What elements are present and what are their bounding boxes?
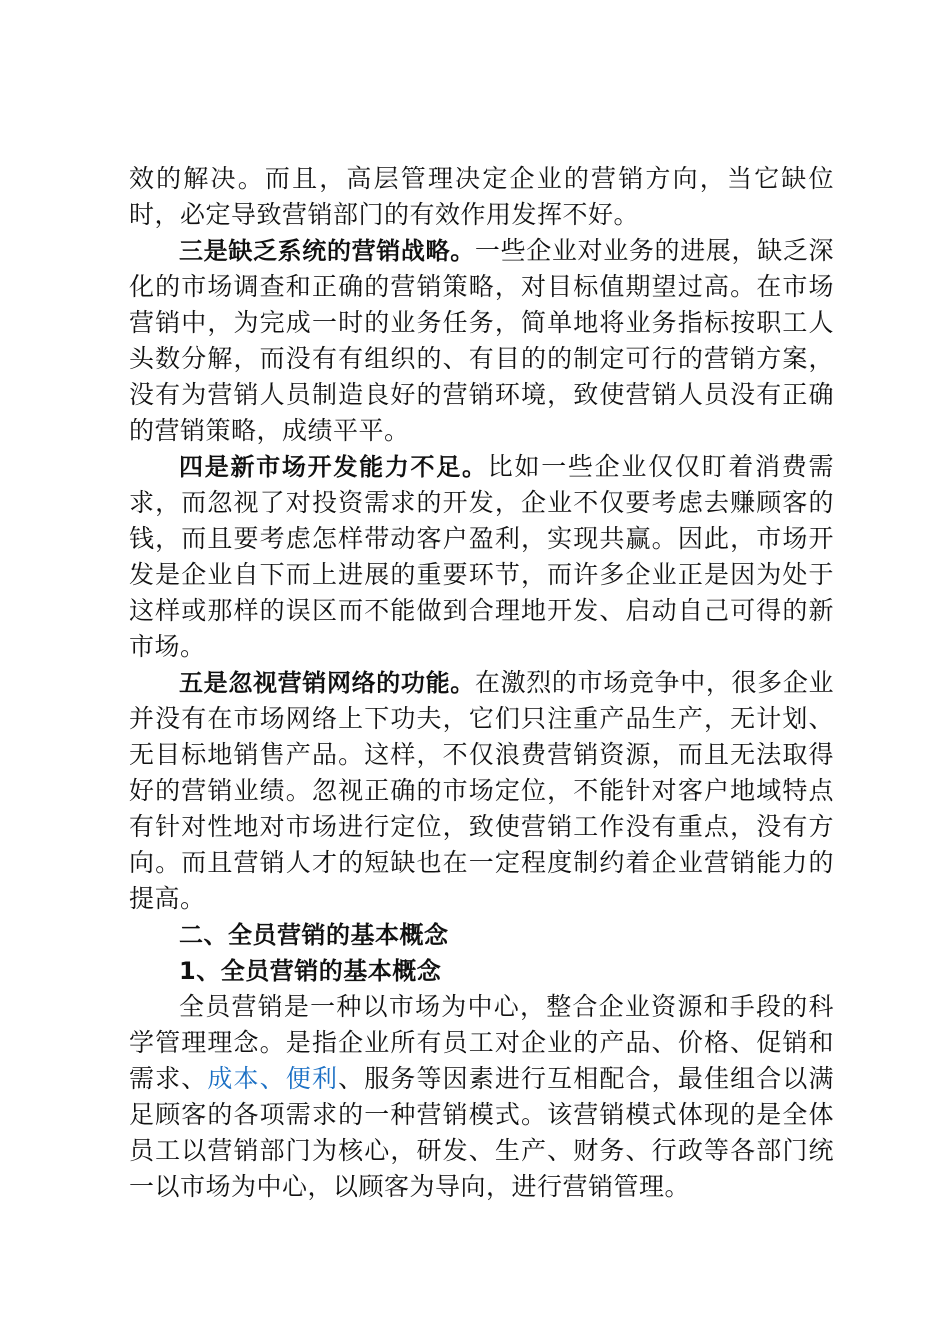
- paragraph-text: 在激烈的市场竞争中，很多企业并没有在市场网络上下功夫，它们只注重产品生产，无计划、无目标地销售产品。这样，不仅浪费营销资源，而且无法取得好的营销业绩。忽视正确的市场定位，不能针对客户地域特点有针对性地对市场进行定位，致使营销工作没有重点，没有方向。而且营销人才的短缺也在一定程度制约着企业营销能力的提高。: [129, 668, 834, 913]
- paragraph-text: 全员营销是一种以市场为中心，整合企业资源和手段的科学管理理念。是指企业所有员工对企业的产品、价格、促销和需求、: [129, 992, 834, 1093]
- paragraph-lead: 五是忽视营销网络的功能。: [179, 669, 475, 697]
- document-body: [129, 161, 834, 1205]
- paragraph-point-four: [129, 449, 834, 665]
- paragraph-point-five: [129, 665, 834, 917]
- section-heading: 二、全员营销的基本概念: [179, 921, 449, 949]
- subsection-heading: 1、全员营销的基本概念: [179, 957, 442, 985]
- paragraph-text: 比如一些企业仅仅盯着消费需求，而忽视了对投资需求的开发，企业不仅要考虑去赚顾客的钱，而且要考虑怎样带动客户盈利，实现共赢。因此，市场开发是企业自下而上进展的重要环节，而许多企业正是因为处于这样或那样的误区而不能做到合理地开发、启动自己可得的新市场。: [129, 452, 834, 661]
- paragraph-lead: 三是缺乏系统的营销战略。: [179, 237, 475, 265]
- paragraph-text: 效的解决。而且，高层管理决定企业的营销方向，当它缺位时，必定导致营销部门的有效作用发挥不好。: [129, 164, 834, 229]
- paragraph-text: 、服务等因素进行互相配合，最佳组合以满足顾客的各项需求的一种营销模式。该营销模式体现的是全体员工以营销部门为核心，研发、生产、财务、行政等各部门统一以市场为中心，以顾客为导向，进行营销管理。: [129, 1064, 834, 1201]
- paragraph-point-three: [129, 233, 834, 449]
- paragraph-continuation: [129, 161, 834, 233]
- paragraph-text: 一些企业对业务的进展，缺乏深化的市场调查和正确的营销策略，对目标值期望过高。在市场营销中，为完成一时的业务任务，简单地将业务指标按职工人头数分解，而没有有组织的、有目的的制定可行的营销方案，没有为营销人员制造良好的营销环境，致使营销人员没有正确的营销策略，成绩平平。: [129, 236, 834, 445]
- paragraph-lead: 四是新市场开发能力不足。: [179, 453, 488, 481]
- paragraph-definition: [129, 989, 834, 1205]
- cost-convenience-link[interactable]: 成本、便利: [207, 1064, 339, 1093]
